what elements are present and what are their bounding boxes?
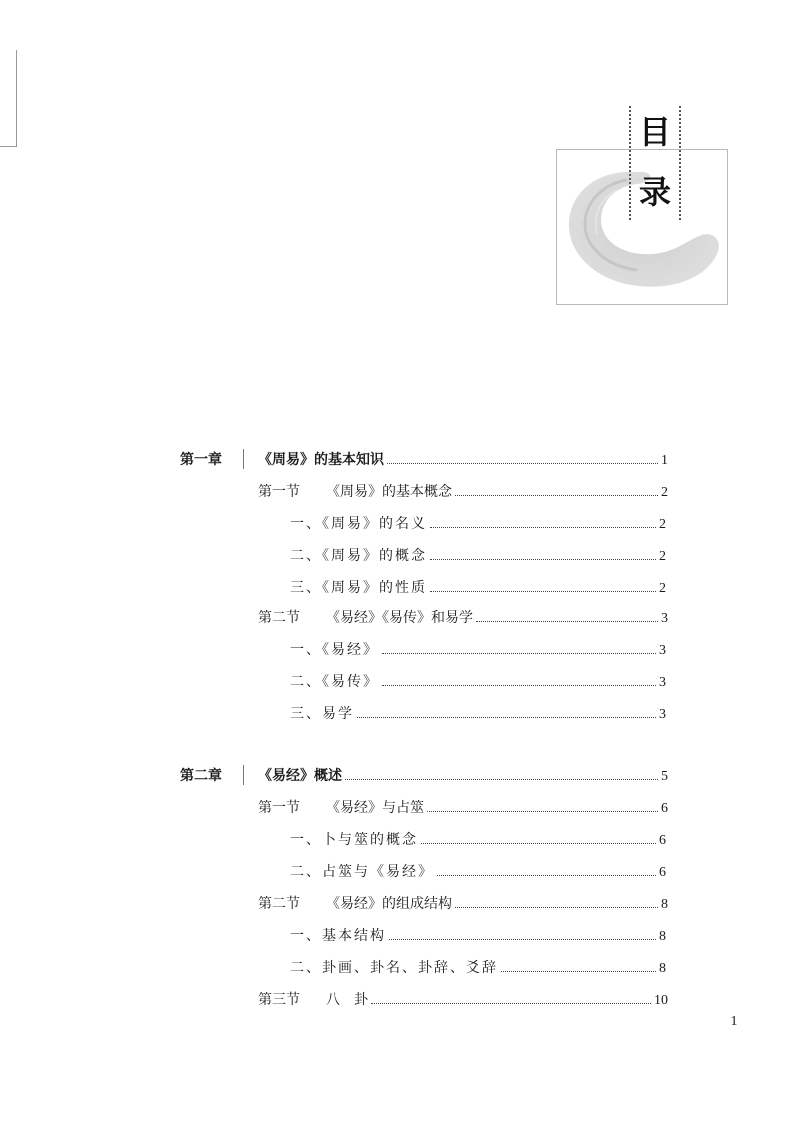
- page-ref: 2: [659, 517, 668, 532]
- dot-leader: [371, 1003, 651, 1004]
- page-ref: 2: [661, 485, 668, 500]
- chapter-title: 《周易》的基本知识: [258, 452, 384, 468]
- crop-mark-vertical: [16, 50, 17, 146]
- dot-leader: [476, 621, 658, 622]
- page-ref: 8: [659, 961, 668, 976]
- item-title: 一、基本结构: [290, 928, 386, 944]
- dot-leader: [389, 939, 656, 940]
- item-title: 二、《易传》: [290, 674, 379, 690]
- toc-entry-chapter[interactable]: [258, 450, 668, 471]
- section-title: 《易经》的组成结构: [326, 896, 452, 912]
- page-ref: 3: [659, 675, 668, 690]
- toc-entry-section[interactable]: [258, 608, 668, 629]
- toc-entry-item[interactable]: [290, 830, 668, 851]
- title-dotted-rule-left: [629, 106, 631, 220]
- dot-leader: [437, 875, 656, 876]
- section-title: 《周易》的基本概念: [326, 484, 452, 500]
- page-ref: 10: [654, 993, 668, 1008]
- section-title: 《易经》《易传》和易学: [326, 610, 473, 626]
- dot-leader: [430, 527, 656, 528]
- toc-entry-item[interactable]: [290, 704, 668, 725]
- page-ref: 1: [661, 453, 668, 468]
- item-title: 一、卜与筮的概念: [290, 832, 418, 848]
- page-ref: 8: [659, 929, 668, 944]
- dot-leader: [455, 907, 658, 908]
- section-label: 第一节: [258, 484, 300, 500]
- dot-leader: [345, 779, 658, 780]
- page-ref: 5: [661, 769, 668, 784]
- toc-entry-item[interactable]: [290, 640, 668, 661]
- page-ref: 6: [659, 833, 668, 848]
- page-ref: 3: [659, 707, 668, 722]
- page-ref: 3: [659, 643, 668, 658]
- toc-entry-item[interactable]: [290, 514, 668, 535]
- section-title: 八 卦: [326, 992, 368, 1008]
- page-number: 1: [730, 1014, 738, 1029]
- heading-char-1: 目: [638, 113, 671, 151]
- toc-entry-item[interactable]: [290, 862, 668, 883]
- section-label: 第一节: [258, 800, 300, 816]
- chapter-label: 第二章: [180, 768, 222, 784]
- toc-entry-item[interactable]: [290, 546, 668, 567]
- chapter-title: 《易经》概述: [258, 768, 342, 784]
- toc-entry-chapter[interactable]: [258, 766, 668, 787]
- section-label: 第三节: [258, 992, 300, 1008]
- dot-leader: [387, 463, 658, 464]
- page-ref: 2: [659, 581, 668, 596]
- toc-entry-section[interactable]: [258, 798, 668, 819]
- chapter-divider: [243, 449, 244, 469]
- toc-entry-section[interactable]: [258, 894, 668, 915]
- item-title: 二、卦画、卦名、卦辞、爻辞: [290, 960, 498, 976]
- item-title: 二、《周易》的概念: [290, 548, 427, 564]
- chapter-divider: [243, 765, 244, 785]
- dot-leader: [430, 559, 656, 560]
- toc-entry-item[interactable]: [290, 578, 668, 599]
- dot-leader: [427, 811, 658, 812]
- item-title: 一、《周易》的名义: [290, 516, 427, 532]
- chapter-label: 第一章: [180, 452, 222, 468]
- dot-leader: [382, 653, 656, 654]
- item-title: 一、《易经》: [290, 642, 379, 658]
- dot-leader: [421, 843, 656, 844]
- item-title: 三、《周易》的性质: [290, 580, 427, 596]
- section-title: 《易经》与占筮: [326, 800, 424, 816]
- heading-char-2: 录: [638, 173, 671, 211]
- page-ref: 8: [661, 897, 668, 912]
- page-ref: 6: [661, 801, 668, 816]
- toc-entry-item[interactable]: [290, 672, 668, 693]
- page-ref: 3: [661, 611, 668, 626]
- item-title: 二、占筮与《易经》: [290, 864, 434, 880]
- dot-leader: [430, 591, 656, 592]
- page-ref: 2: [659, 549, 668, 564]
- section-label: 第二节: [258, 896, 300, 912]
- dot-leader: [455, 495, 658, 496]
- toc-entry-section[interactable]: [258, 990, 668, 1011]
- item-title: 三、易学: [290, 706, 354, 722]
- section-label: 第二节: [258, 610, 300, 626]
- dot-leader: [382, 685, 656, 686]
- crop-mark-horizontal: [0, 146, 17, 147]
- toc-entry-item[interactable]: [290, 926, 668, 947]
- dot-leader: [357, 717, 656, 718]
- dot-leader: [501, 971, 656, 972]
- toc-entry-item[interactable]: [290, 958, 668, 979]
- title-dotted-rule-right: [679, 106, 681, 220]
- page-ref: 6: [659, 865, 668, 880]
- toc-entry-section[interactable]: [258, 482, 668, 503]
